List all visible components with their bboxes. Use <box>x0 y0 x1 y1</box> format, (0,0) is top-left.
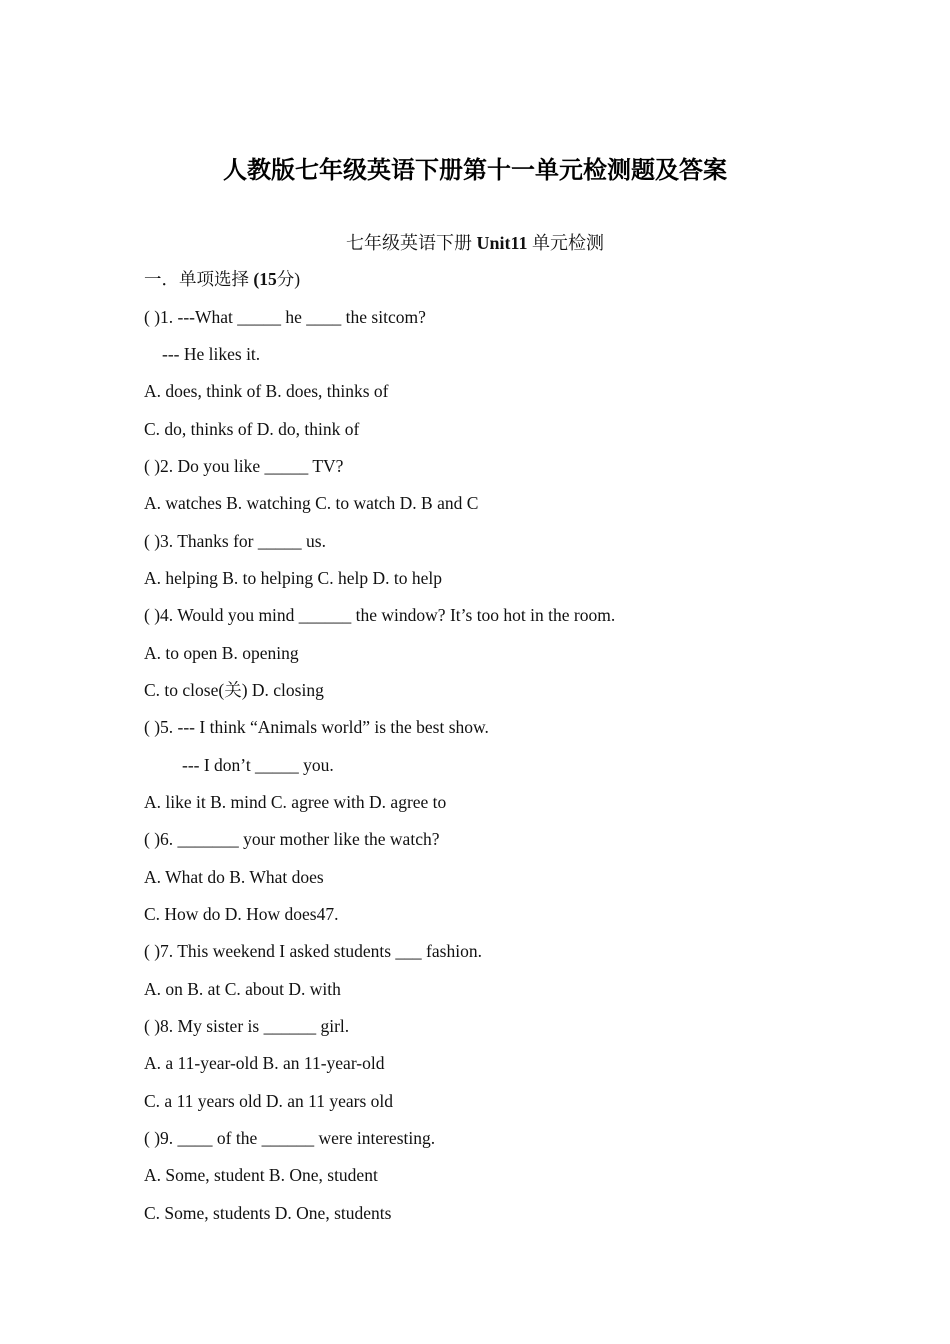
options-line: A. like it B. mind C. agree with D. agree to <box>144 792 447 812</box>
question-line: ( )6. _______ your mother like the watch? <box>144 829 440 849</box>
options-line: C. to close(关) D. closing <box>144 680 324 700</box>
options-line: C. a 11 years old D. an 11 years old <box>144 1091 393 1111</box>
options-line: A. on B. at C. about D. with <box>144 979 341 999</box>
options-line: A. helping B. to helping C. help D. to help <box>144 568 442 588</box>
options-line: C. do, thinks of D. do, think of <box>144 419 360 439</box>
question-line: ( )3. Thanks for _____ us. <box>144 531 326 551</box>
options-line: C. How do D. How does47. <box>144 904 339 924</box>
document-subtitle <box>0 229 950 255</box>
document-title: 人教版七年级英语下册第十一单元检测题及答案 <box>223 156 727 184</box>
answer-line: --- I don’t _____ you. <box>182 755 334 775</box>
subtitle-unit: Unit11 <box>476 233 528 253</box>
answer-line: --- He likes it. <box>162 344 261 364</box>
options-line: A. What do B. What does <box>144 867 324 887</box>
section-heading <box>144 267 300 291</box>
options-line: A. Some, student B. One, student <box>144 1165 378 1185</box>
subtitle-suffix: 单元检测 <box>532 233 604 253</box>
question-line: ( )1. ---What _____ he ____ the sitcom? <box>144 307 426 327</box>
question-line: ( )5. --- I think “Animals world” is the best show. <box>144 717 489 737</box>
section-score: (15 <box>253 269 277 289</box>
section-label: 一．单项选择 <box>144 269 249 289</box>
options-line: A. to open B. opening <box>144 643 299 663</box>
options-line: C. Some, students D. One, students <box>144 1203 392 1223</box>
options-line: A. a 11-year-old B. an 11-year-old <box>144 1053 385 1073</box>
question-line: ( )8. My sister is ______ girl. <box>144 1016 350 1036</box>
question-line: ( )2. Do you like _____ TV? <box>144 456 344 476</box>
question-line: ( )4. Would you mind ______ the window? It’s too hot in the room. <box>144 605 616 625</box>
subtitle-prefix: 七年级英语下册 <box>345 233 472 253</box>
section-score-unit: 分) <box>276 269 301 289</box>
question-line: ( )7. This weekend I asked students ___ fashion. <box>144 941 482 961</box>
options-line: A. does, think of B. does, thinks of <box>144 381 389 401</box>
options-line: A. watches B. watching C. to watch D. B and C <box>144 493 479 513</box>
question-line: ( )9. ____ of the ______ were interesting. <box>144 1128 436 1148</box>
